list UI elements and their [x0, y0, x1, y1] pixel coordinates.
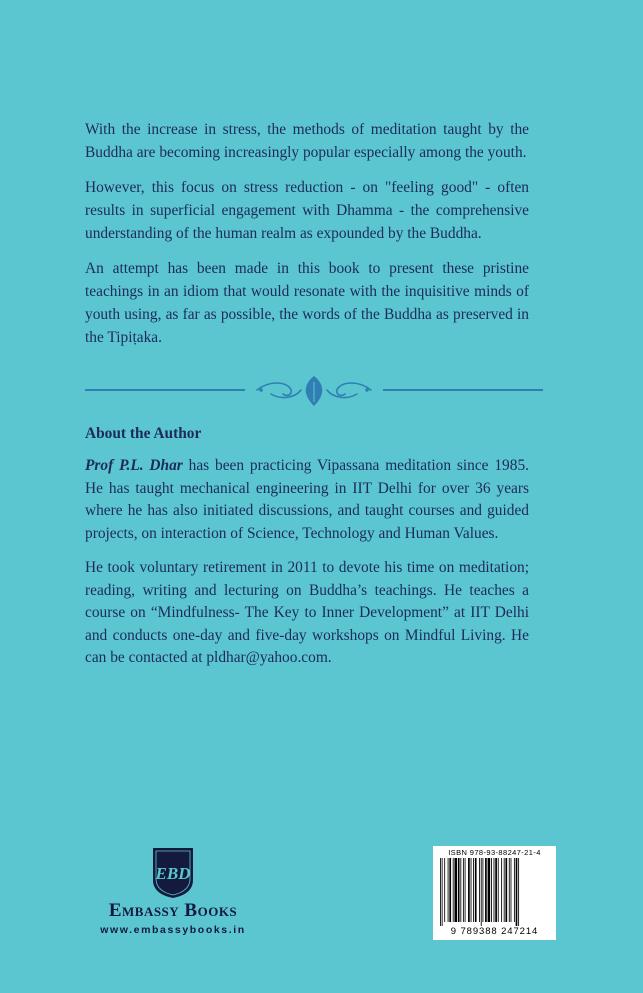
barcode-bar — [468, 858, 470, 922]
barcode-bar — [458, 858, 460, 922]
blurb-paragraph-2: However, this focus on stress reduction - on "feeling good" - often results in superficial engagement with Dhamma - the comprehensive understanding of the human realm as expounded by the Buddha. — [85, 179, 529, 242]
barcode-bar — [494, 858, 495, 922]
publisher-logo-icon — [82, 846, 264, 900]
barcode-bar — [483, 858, 484, 922]
barcode-bar — [511, 858, 512, 922]
barcode-bar — [481, 858, 482, 926]
barcode-bar — [509, 858, 510, 922]
barcode-bar — [518, 858, 519, 926]
book-blurb — [85, 118, 529, 361]
logo-monogram: EBD — [155, 864, 191, 883]
barcode-bar — [440, 858, 441, 926]
barcode-bar — [471, 858, 472, 922]
barcode-bar — [454, 858, 457, 922]
barcode-bar — [449, 858, 451, 922]
barcode-bar — [479, 858, 480, 922]
barcode-bar — [453, 858, 454, 922]
isbn-label: ISBN 978-93-88247-21-4 — [448, 848, 541, 857]
barcode-bar — [491, 858, 492, 922]
publisher-block — [82, 846, 264, 941]
barcode-bar — [444, 858, 445, 922]
barcode-bar — [465, 858, 466, 922]
ornamental-divider — [85, 370, 543, 410]
barcode-bar — [495, 858, 497, 922]
blurb-paragraph-3: An attempt has been made in this book to present these pristine teachings in an idiom that would resonate with the inquisitive minds of youth using, as far as possible, the words of the Buddha as preserved in the Tipiṭaka. — [85, 260, 529, 346]
barcode-bar — [488, 858, 491, 922]
author-name: Prof P.L. Dhar — [85, 457, 183, 474]
barcode-bar — [498, 858, 499, 922]
barcode-bar — [485, 858, 487, 922]
barcode-bar — [504, 858, 505, 922]
about-author-text — [85, 455, 529, 682]
barcode-digits: 9 789388 247214 — [450, 926, 539, 937]
barcode-bar — [460, 858, 461, 922]
barcode-bar — [473, 858, 474, 922]
barcode-bar — [516, 858, 518, 926]
barcode-bar — [501, 858, 502, 922]
barcode-bar — [442, 858, 443, 926]
isbn-barcode — [433, 846, 556, 940]
about-paragraph-1-rest: has been practicing Vipassana meditation since 1985. He has taught mechanical engineering in IIT Delhi for over 36 years where he has also initiated discussions, and taught courses and guided projects, on interaction of Science, Technology and Human Values. — [85, 457, 529, 542]
flourish-right — [327, 383, 371, 397]
barcode-bar — [448, 858, 449, 922]
barcode-bar — [505, 858, 507, 922]
barcode-bar — [514, 858, 515, 922]
barcode-bars — [440, 858, 549, 926]
barcode-bar — [475, 858, 477, 922]
about-paragraph-2: He took voluntary retirement in 2011 to devote his time on meditation; reading, writing and lecturing on Buddha’s teachings. He teaches a course on “Mindfulness- The Key to Inner Development” at IIT Delhi and conducts one-day and five-day workshops on Mindful Living. He can be contacted at pldhar@yahoo.com. — [85, 559, 529, 666]
publisher-name: Embassy Books — [108, 900, 238, 921]
barcode-bar — [463, 858, 464, 922]
about-paragraph-1 — [85, 455, 529, 545]
publisher-url: www.embassybooks.in — [100, 924, 246, 936]
blurb-paragraph-1: With the increase in stress, the methods of meditation taught by the Buddha are becoming increasingly popular especially among the youth. — [85, 121, 529, 161]
flourish-left — [257, 383, 301, 397]
about-author-heading: About the Author — [85, 425, 202, 442]
